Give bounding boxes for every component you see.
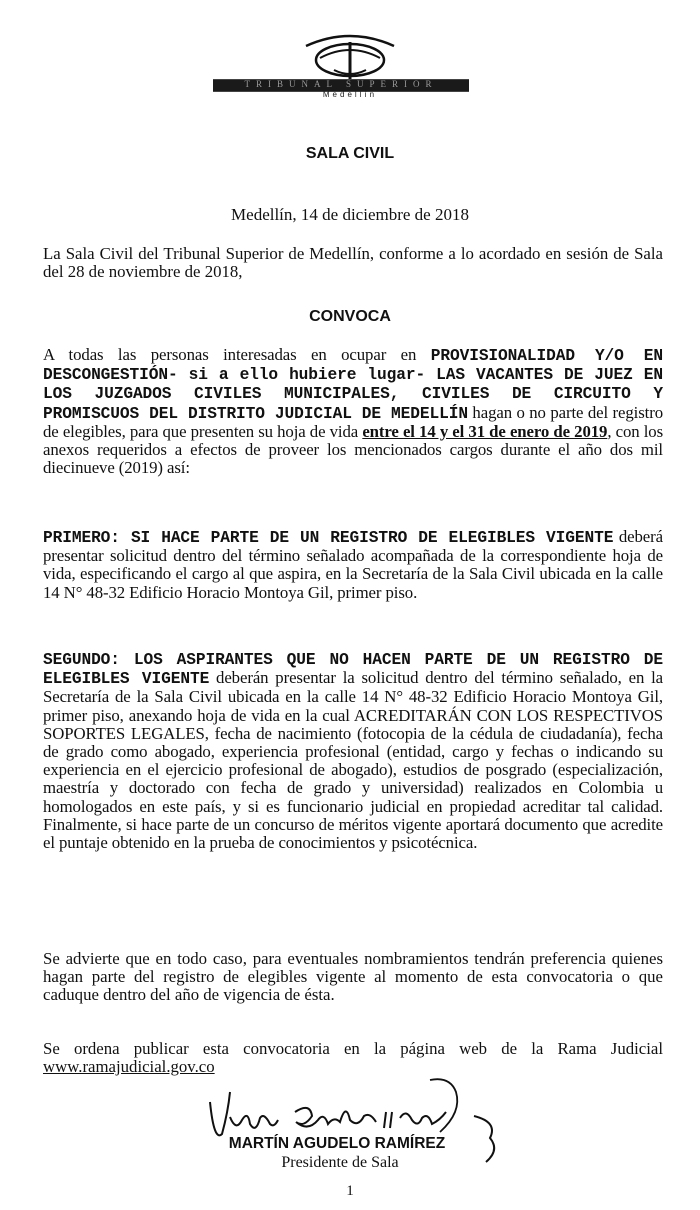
- call-tail: , con los anexos requeridos a efectos de proveer los mencionados cargos durante el año dos mil diecinueve (2019) así:: [43, 421, 664, 478]
- advierte-paragraph: Se advierte que en todo caso, para eventuales nombramientos tendrán preferencia quienes hagan parte del registro de elegibles vigente al momento de esta convocatoria o que caduque dentro del año de vigencia de ésta.: [43, 949, 663, 1005]
- tribunal-logo-icon: [300, 32, 400, 84]
- intro-paragraph: La Sala Civil del Tribunal Superior de Medellín, conforme a lo acordado en sesión de Sala del 28 de noviembre de 2018,: [43, 244, 663, 282]
- primero-heading: PRIMERO: SI HACE PARTE DE UN REGISTRO DE ELEGIBLES VIGENTE: [43, 529, 614, 547]
- primero-paragraph: [43, 528, 663, 602]
- call-middle: hagan o no parte del registro de elegibles, para que presenten su hoja de vida: [43, 402, 663, 441]
- signer-role: Presidente de Sala: [281, 1154, 399, 1171]
- call-lead: A todas las personas interesadas en ocupar en: [43, 345, 431, 364]
- segundo-heading: SEGUNDO: LOS ASPIRANTES QUE NO HACEN PARTE DE UN REGISTRO DE ELEGIBLES VIGENTE: [43, 651, 663, 689]
- call-dates: entre el 14 y el 31 de enero de 2019: [362, 421, 608, 441]
- publish-text: Se ordena publicar esta convocatoria en la página web de la Rama Judicial: [43, 1039, 663, 1058]
- segundo-paragraph: [43, 650, 663, 852]
- primero-text: deberá presentar solicitud dentro del término señalado acompañada de la correspondiente hoja de vida, especificando el cargo al que aspira, en la Secretaría de la Sala Civil ubicada en la calle 14 N° 48-32 Edificio Horacio Montoya Gil, primer piso.: [43, 527, 663, 602]
- letterhead-seal-text: TRIBUNAL SUPERIOR: [244, 79, 438, 89]
- call-paragraph: [43, 346, 663, 477]
- document-heading: SALA CIVIL: [305, 145, 395, 162]
- letterhead-city: Medellín: [322, 90, 378, 99]
- signer-name: MARTÍN AGUDELO RAMÍREZ: [228, 1135, 446, 1152]
- date-line: Medellín, 14 de diciembre de 2018: [231, 205, 469, 224]
- website-link[interactable]: www.ramajudicial.gov.co: [43, 1057, 215, 1077]
- convoca-heading: CONVOCA: [309, 308, 391, 325]
- call-positions: PROVISIONALIDAD Y/O EN DESCONGESTIÓN- si a ello hubiere lugar- LAS VACANTES DE JUEZ EN LOS JUZGADOS CIVILES MUNICIPALES, CIVILES DE CIRCUITO Y PROMISCUOS DEL DISTRITO JUDICIAL DE MEDELLÍN: [43, 347, 663, 423]
- segundo-text: deberán presentar la solicitud dentro del término señalado, en la Secretaría de la Sala Civil ubicada en la calle 14 N° 48-32 Edificio Horacio Montoya Gil, primer piso, anexando hoja de vida en la cual ACREDITARÁN CON LOS RESPECTIVOS SOPORTES LEGALES, fecha de nacimiento (fotocopia de la cédula de ciudadanía), fecha de grado como abogado, experiencia profesional (entidad, cargo y fechas o indicando su experiencia en el ejercicio profesional de abogado), estudios de posgrado (especialización, maestría y doctorado con fecha de grado y universidad) realizados en Colombia u homologados en este país, y si es funcionario judicial en propiedad acreditar tal calidad. Finalmente, si hace parte de un concurso de méritos vigente aportará documento que acredite el puntaje obtenido en la prueba de conocimientos y psicotécnica.: [43, 668, 663, 853]
- page-number: 1: [346, 1183, 354, 1199]
- publish-paragraph: [43, 1040, 663, 1076]
